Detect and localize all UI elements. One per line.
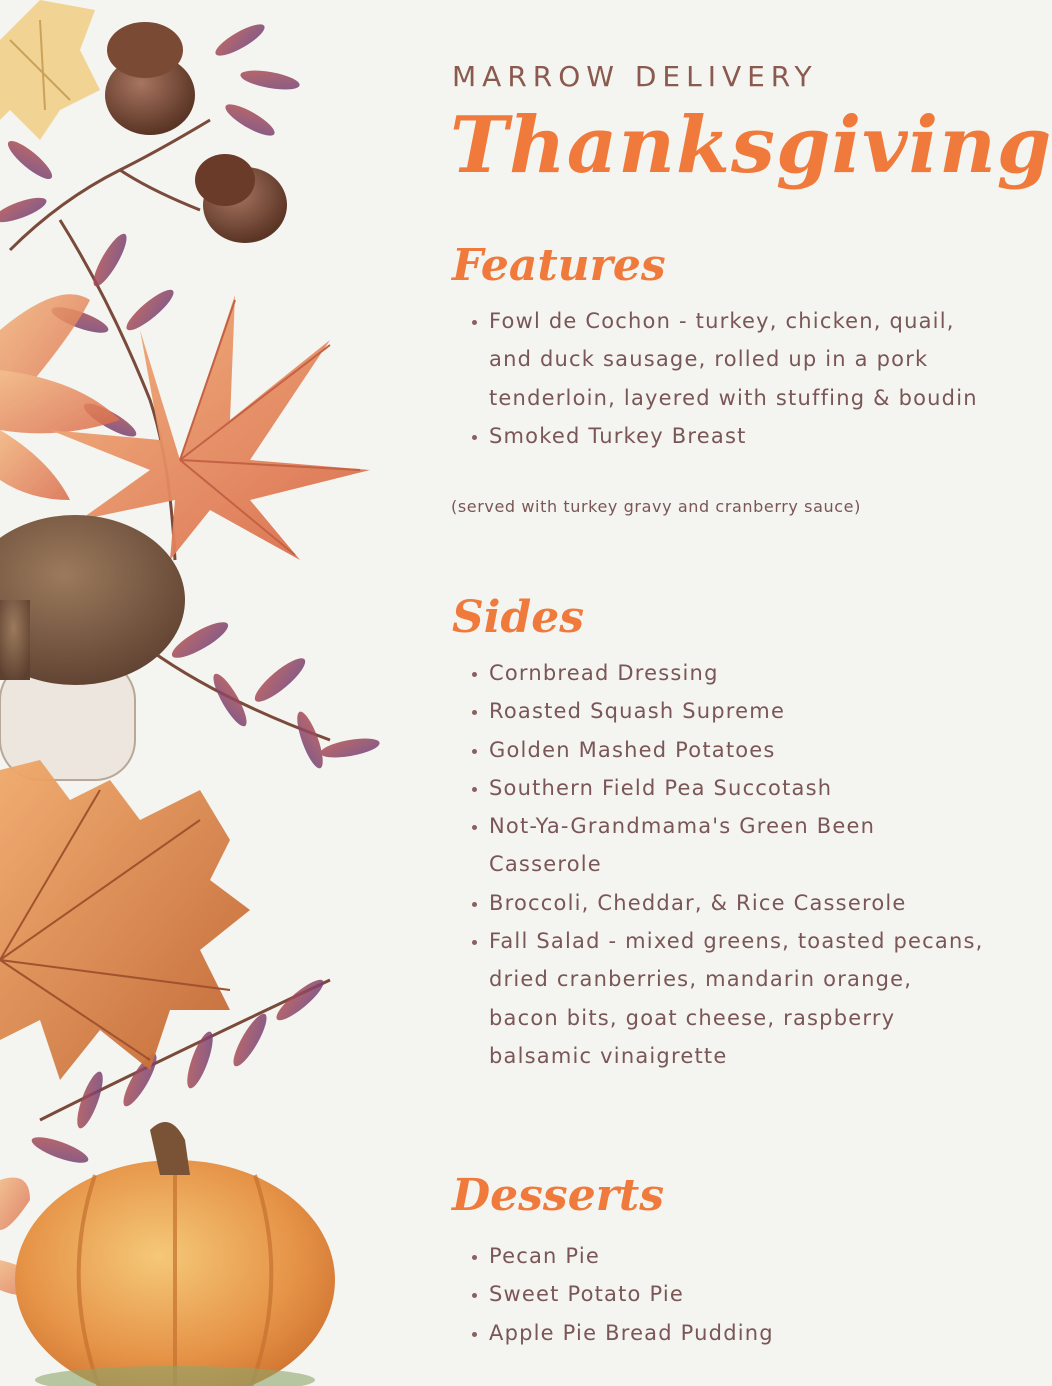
list-item: • Cornbread Dressing [489, 654, 989, 692]
list-item: • Pecan Pie [489, 1237, 989, 1275]
list-item: • Broccoli, Cheddar, & Rice Casserole [489, 884, 989, 922]
list-item: • Golden Mashed Potatoes [489, 731, 989, 769]
list-item: • Sweet Potato Pie [489, 1275, 989, 1313]
brand-name: MARROW DELIVERY [452, 60, 818, 93]
features-list [462, 302, 989, 455]
list-item: • Smoked Turkey Breast [489, 417, 989, 455]
list-item: • Apple Pie Bread Pudding [489, 1314, 989, 1352]
sides-heading: Sides [452, 592, 585, 643]
list-item: • Roasted Squash Supreme [489, 692, 989, 730]
list-item: • Fall Salad - mixed greens, toasted pecans, dried cranberries, mandarin orange, bacon bits, goat cheese, raspberry balsamic vinaigrette [489, 922, 989, 1075]
list-item: • Fowl de Cochon - turkey, chicken, quail, and duck sausage, rolled up in a pork tenderloin, layered with stuffing & boudin [489, 302, 989, 417]
sides-list [462, 654, 989, 1075]
page-title: Thanksgiving [450, 100, 1052, 191]
desserts-list [462, 1237, 989, 1352]
desserts-heading: Desserts [452, 1170, 664, 1221]
list-item: • Not-Ya-Grandmama's Green Been Casserole [489, 807, 989, 884]
list-item: • Southern Field Pea Succotash [489, 769, 989, 807]
features-note: (served with turkey gravy and cranberry sauce) [451, 497, 861, 516]
features-heading: Features [452, 240, 666, 291]
